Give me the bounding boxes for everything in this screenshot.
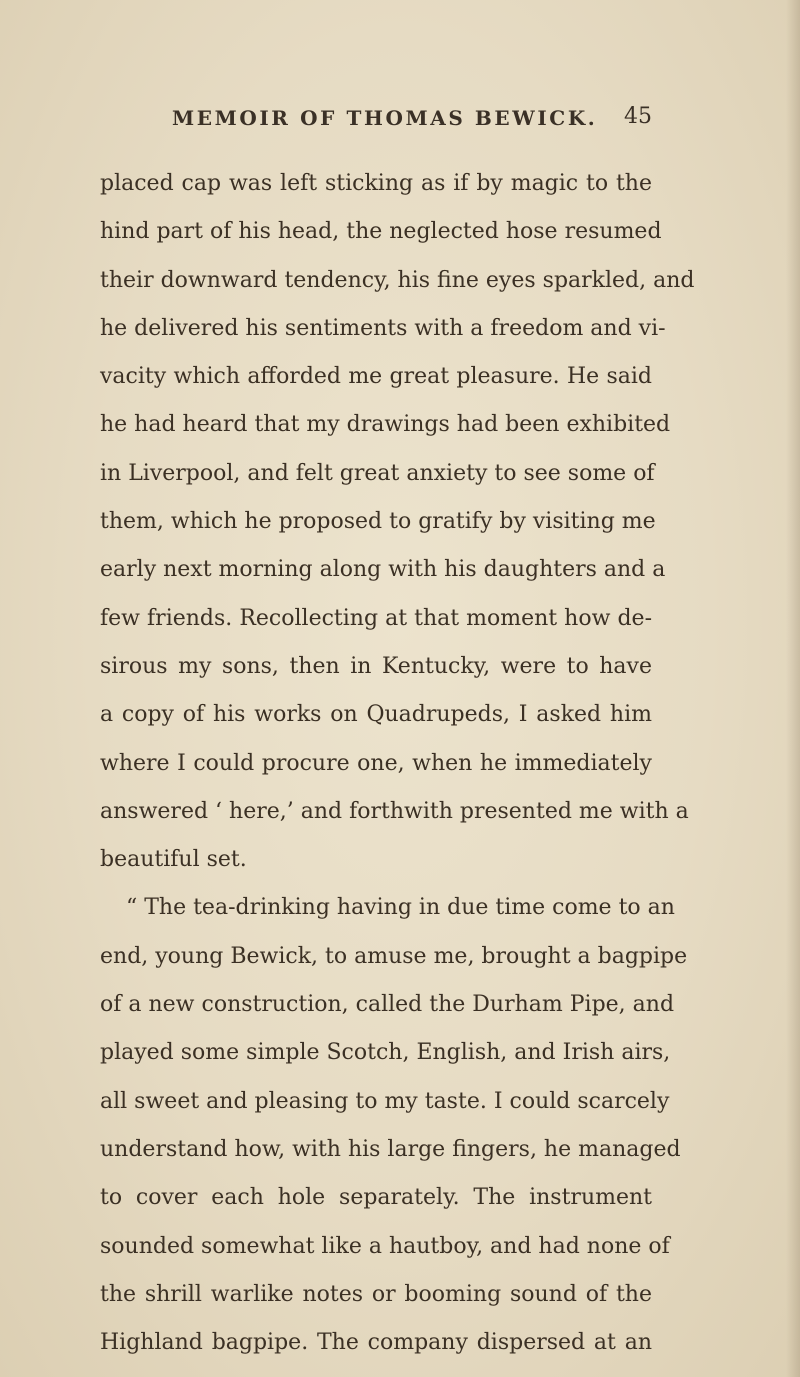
paragraph-end-line: beautiful set. bbox=[100, 847, 247, 873]
text-line: them, which he proposed to gratify by visiting me bbox=[100, 509, 656, 535]
text-line: sirous my sons, then in Kentucky, were to have bbox=[100, 653, 652, 679]
text-line: to cover each hole separately. The instrument bbox=[100, 1185, 652, 1211]
text-line: few friends. Recollecting at that moment how de- bbox=[100, 605, 652, 631]
text-line: early next morning along with his daughters and a bbox=[100, 557, 666, 583]
text-line: vacity which afforded me great pleasure. He said bbox=[100, 364, 652, 390]
text-line: played some simple Scotch, English, and Irish airs, bbox=[100, 1040, 671, 1066]
text-line: all sweet and pleasing to my taste. I could scarcely bbox=[100, 1088, 670, 1114]
text-line: placed cap was left sticking as if by magic to the bbox=[100, 171, 652, 196]
running-head bbox=[172, 106, 652, 140]
text-line: a copy of his works on Quadrupeds, I asked him bbox=[100, 702, 652, 728]
text-line: hind part of his head, the neglected hose resumed bbox=[100, 219, 662, 245]
text-line: in Liverpool, and felt great anxiety to see some of bbox=[100, 460, 655, 486]
text-line: Highland bagpipe. The company dispersed at an bbox=[100, 1330, 652, 1356]
text-line: the shrill warlike notes or booming sound of the bbox=[100, 1281, 652, 1307]
page-edge-shadow bbox=[786, 0, 800, 1377]
page-number: 45 bbox=[624, 104, 652, 129]
body-text bbox=[100, 160, 695, 1367]
text-line: their downward tendency, his fine eyes sparkled, and bbox=[100, 267, 695, 293]
text-line: he delivered his sentiments with a freedom and vi- bbox=[100, 315, 666, 341]
text-line: understand how, with his large fingers, he managed bbox=[100, 1136, 681, 1162]
text-line: end, young Bewick, to amuse me, brought a bagpipe bbox=[100, 943, 688, 969]
text-line: of a new construction, called the Durham Pipe, and bbox=[100, 992, 675, 1018]
text-line: sounded somewhat like a hautboy, and had none of bbox=[100, 1233, 670, 1259]
paragraph-start-line: “ The tea-drinking having in due time come to an bbox=[126, 895, 675, 921]
running-title: MEMOIR OF THOMAS BEWICK. bbox=[172, 106, 598, 130]
text-line: where I could procure one, when he immediately bbox=[100, 750, 652, 776]
text-line: answered ‘ here,’ and forthwith presented me with a bbox=[100, 798, 689, 824]
text-line: he had heard that my drawings had been exhibited bbox=[100, 412, 671, 438]
